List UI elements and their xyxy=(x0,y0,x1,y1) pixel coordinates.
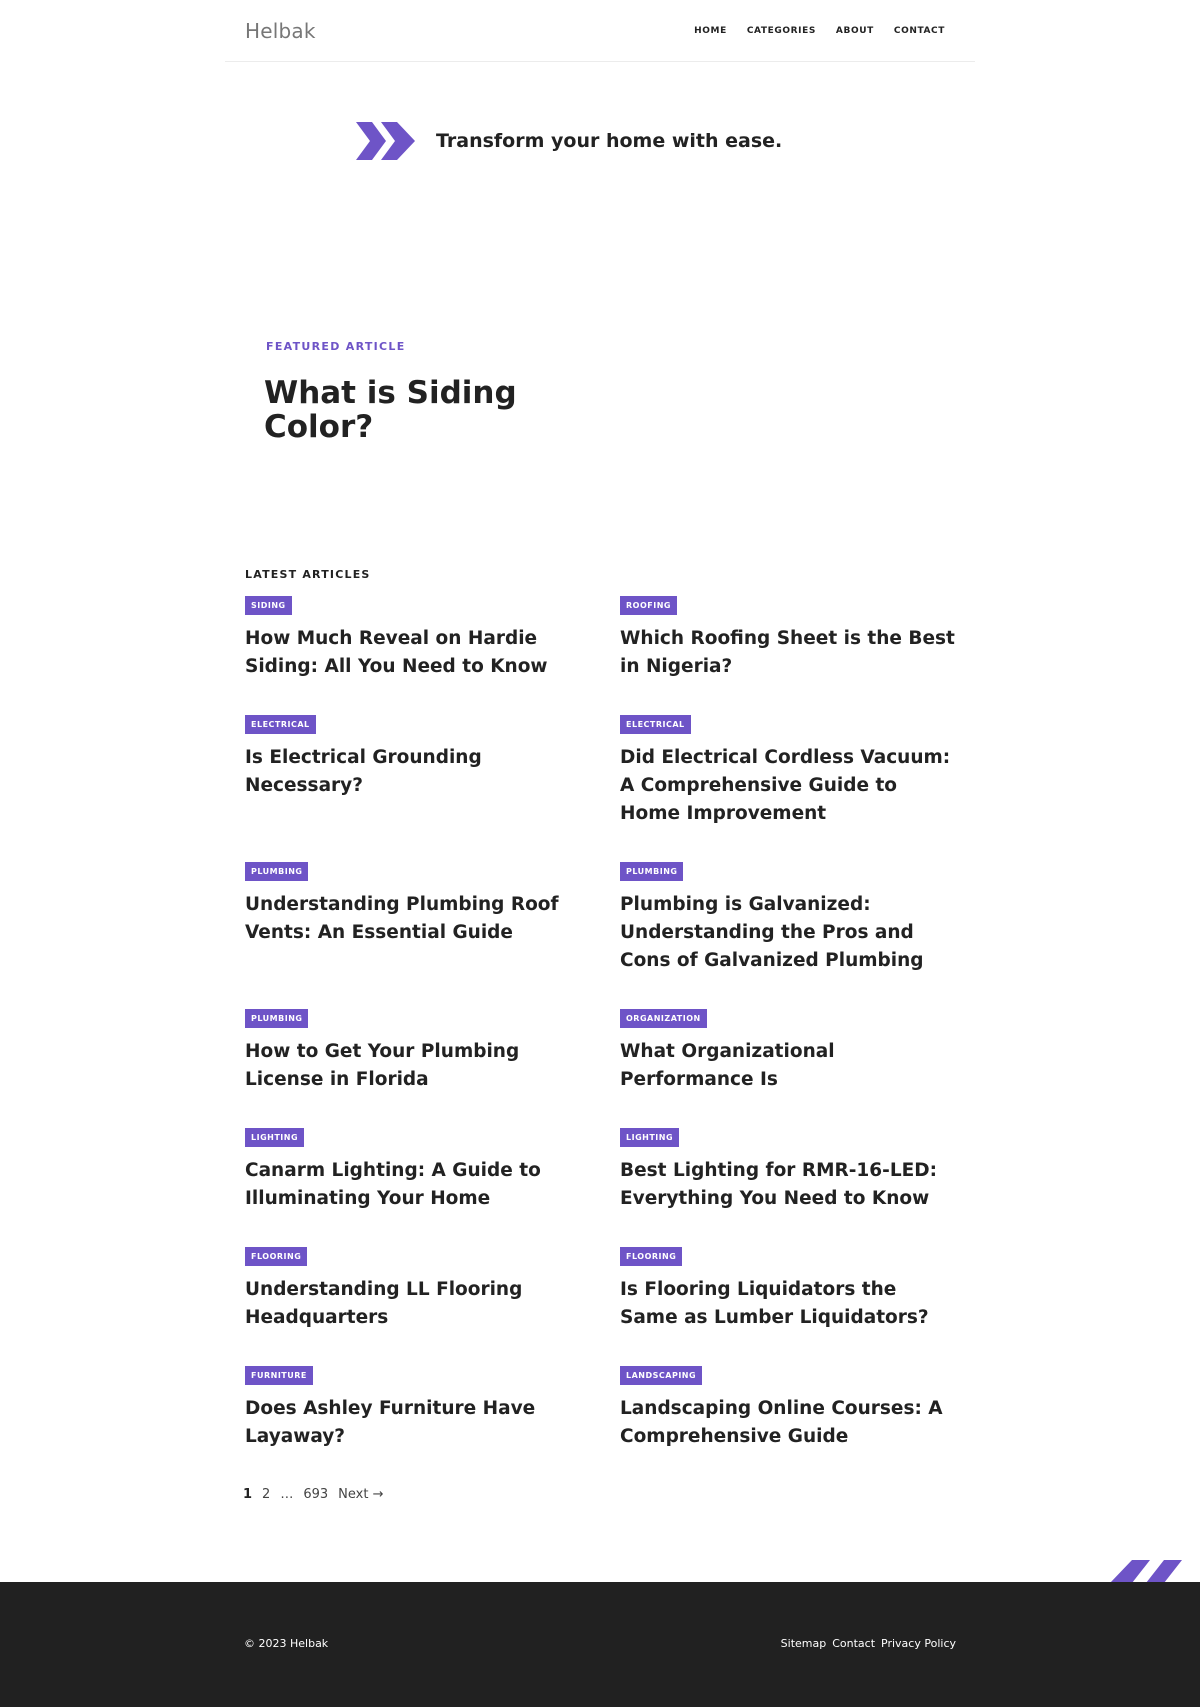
category-badge[interactable]: LIGHTING xyxy=(620,1128,679,1147)
article-card xyxy=(245,712,585,800)
page-current: 1 xyxy=(243,1487,253,1502)
category-badge[interactable]: PLUMBING xyxy=(245,862,308,881)
featured-article-title[interactable]: What is Siding Color? xyxy=(264,375,517,445)
article-title[interactable]: Is Electrical Grounding Necessary? xyxy=(245,747,482,796)
category-badge[interactable]: SIDING xyxy=(245,596,292,615)
article-card xyxy=(620,1006,960,1094)
category-badge[interactable]: ELECTRICAL xyxy=(245,715,316,734)
footer-contact-link[interactable]: Contact xyxy=(832,1637,876,1650)
category-badge[interactable]: FLOORING xyxy=(620,1247,682,1266)
footer-sitemap-link[interactable]: Sitemap xyxy=(780,1637,827,1650)
article-title[interactable]: Does Ashley Furniture Have Layaway? xyxy=(245,1398,536,1447)
site-logo[interactable]: Helbak xyxy=(245,19,316,43)
article-card xyxy=(620,859,960,975)
article-card xyxy=(245,1006,585,1094)
category-badge[interactable]: FLOORING xyxy=(245,1247,307,1266)
article-title[interactable]: Landscaping Online Courses: A Comprehensive Guide xyxy=(620,1398,943,1447)
pagination xyxy=(243,1487,383,1502)
article-card xyxy=(620,712,960,828)
category-badge[interactable]: PLUMBING xyxy=(245,1009,308,1028)
nav-home[interactable]: HOME xyxy=(694,26,727,36)
article-title[interactable]: Understanding Plumbing Roof Vents: An Essential Guide xyxy=(245,894,559,943)
category-badge[interactable]: ELECTRICAL xyxy=(620,715,691,734)
footer-privacy-link[interactable]: Privacy Policy xyxy=(881,1637,956,1650)
article-card xyxy=(620,1244,960,1332)
article-card xyxy=(245,1363,585,1451)
hero-tagline: Transform your home with ease. xyxy=(436,130,783,152)
article-title[interactable]: Did Electrical Cordless Vacuum: A Comprehensive Guide to Home Improvement xyxy=(620,747,951,824)
page-last-link[interactable]: 693 xyxy=(303,1487,329,1502)
article-title[interactable]: How Much Reveal on Hardie Siding: All You Need to Know xyxy=(245,628,548,677)
latest-articles-heading: LATEST ARTICLES xyxy=(245,568,371,581)
category-badge[interactable]: LANDSCAPING xyxy=(620,1366,702,1385)
hero-banner xyxy=(356,122,782,160)
article-card xyxy=(245,1125,585,1213)
article-title[interactable]: Which Roofing Sheet is the Best in Nigeria? xyxy=(620,628,955,677)
main-nav xyxy=(694,26,945,36)
page-ellipsis: … xyxy=(280,1487,294,1502)
nav-categories[interactable]: CATEGORIES xyxy=(746,26,816,36)
article-title[interactable]: Canarm Lighting: A Guide to Illuminating Your Home xyxy=(245,1160,541,1209)
site-header xyxy=(225,0,975,62)
category-badge[interactable]: ROOFING xyxy=(620,596,677,615)
article-title[interactable]: Is Flooring Liquidators the Same as Lumber Liquidators? xyxy=(620,1279,929,1328)
site-footer xyxy=(0,1582,1200,1707)
article-title[interactable]: What Organizational Performance Is xyxy=(620,1041,835,1090)
article-title[interactable]: How to Get Your Plumbing License in Florida xyxy=(245,1041,520,1090)
category-badge[interactable]: PLUMBING xyxy=(620,862,683,881)
page-2-link[interactable]: 2 xyxy=(262,1487,271,1502)
nav-contact[interactable]: CONTACT xyxy=(893,26,945,36)
category-badge[interactable]: FURNITURE xyxy=(245,1366,313,1385)
article-card xyxy=(245,1244,585,1332)
category-badge[interactable]: ORGANIZATION xyxy=(620,1009,707,1028)
copyright: © 2023 Helbak xyxy=(244,1637,329,1650)
article-card xyxy=(620,1363,960,1451)
next-page-link[interactable]: Next → xyxy=(338,1487,384,1502)
article-title[interactable]: Best Lighting for RMR-16-LED: Everything You Need to Know xyxy=(620,1160,938,1209)
article-card xyxy=(245,859,585,947)
article-title[interactable]: Understanding LL Flooring Headquarters xyxy=(245,1279,523,1328)
article-card xyxy=(620,1125,960,1213)
footer-links xyxy=(781,1637,956,1650)
article-card xyxy=(245,593,585,681)
article-card xyxy=(620,593,960,681)
article-title[interactable]: Plumbing is Galvanized: Understanding the Pros and Cons of Galvanized Plumbing xyxy=(620,894,924,971)
nav-about[interactable]: ABOUT xyxy=(835,26,874,36)
double-chevron-right-icon xyxy=(356,122,416,160)
category-badge[interactable]: LIGHTING xyxy=(245,1128,304,1147)
featured-label: FEATURED ARTICLE xyxy=(266,340,406,353)
